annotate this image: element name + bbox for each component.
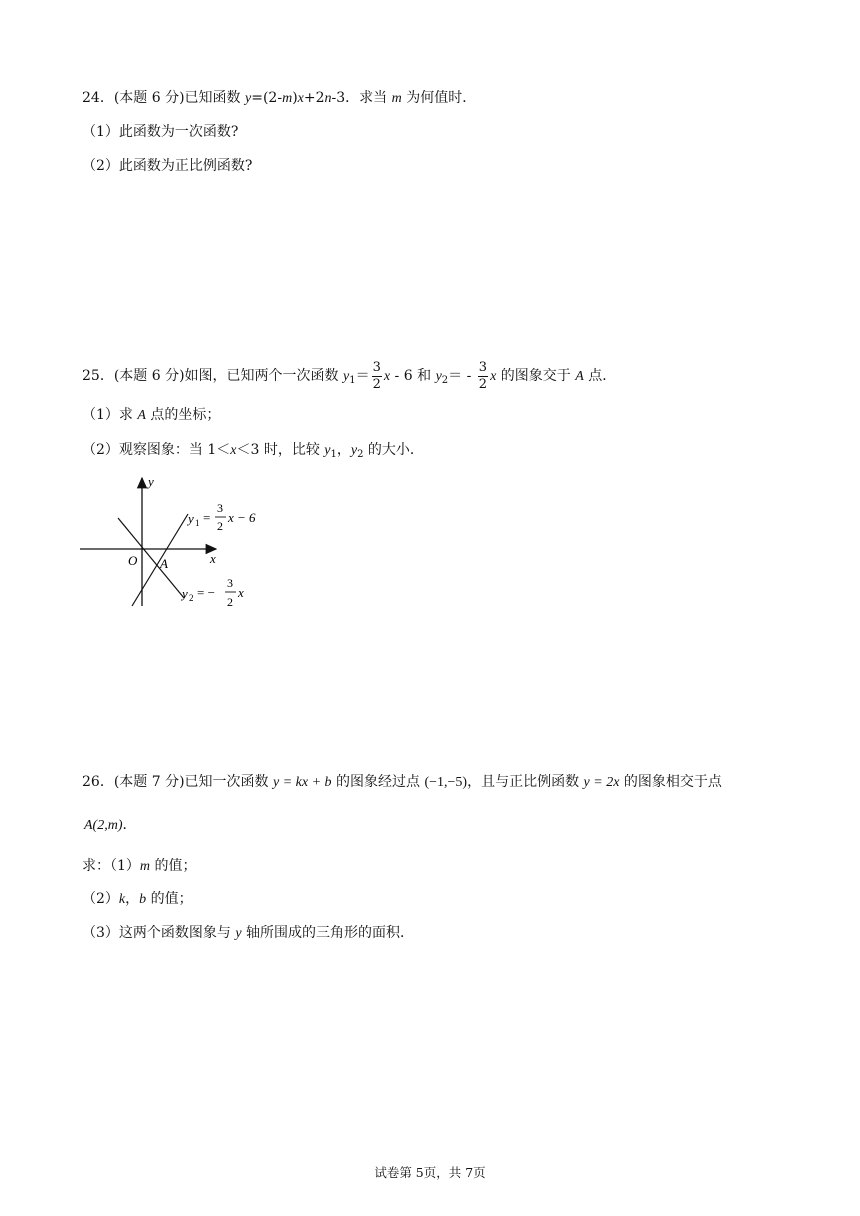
label1-y: y [188, 511, 194, 526]
q26-text-end: 的图象相交于点 [619, 774, 722, 790]
q24-var-y: y [245, 91, 252, 106]
q24-var-m: m [282, 91, 293, 106]
q25-text: (本题 6 分)如图，已知两个一次函数 [113, 368, 344, 384]
q25-sub1-post: 点的坐标； [145, 407, 221, 423]
q26-text-mid2: ，且与正比例函数 [467, 774, 584, 790]
q25-sub2-mid: ＜3 时，比较 [236, 442, 325, 458]
q25-sub2-y1: y [324, 443, 331, 458]
q26-sub3-pre: （3）这两个函数图象与 [82, 925, 236, 941]
q26-point-1: (−1,−5) [424, 775, 468, 790]
q25-text-end: 点． [583, 368, 617, 384]
page-footer: 试卷第 5页，共 7页 [374, 1165, 486, 1180]
q25-sub-1: 1 [349, 375, 356, 386]
q26-text-mid: 的图象经过点 [331, 774, 425, 790]
q25-sub1-pre: （1）求 [82, 407, 138, 423]
label2-num: 3 [227, 576, 233, 590]
q26-point-A: A(2,m) [84, 818, 123, 833]
q26-sub1-post: 的值； [150, 858, 197, 874]
q24-var-m2: m [391, 91, 402, 106]
q24-eq-d: -3．求当 [331, 90, 392, 106]
q25-minus6: - 6 和 [390, 368, 436, 384]
q26-sub1-m: m [139, 859, 151, 874]
q26-sub2-mid: ， [125, 891, 140, 907]
q25-eq1: ＝ [355, 368, 370, 384]
label2-y: y [182, 586, 188, 601]
label2-den: 2 [227, 595, 233, 609]
q25-text-mid: 的图象交于 [496, 368, 576, 384]
q24-sub2: （2）此函数为正比例函数? [82, 158, 253, 174]
q25-sub2-x: x [230, 443, 237, 458]
q24-sub1: （1）此函数为一次函数? [82, 124, 239, 140]
q25-number: 25． [82, 368, 114, 384]
q24-eq-b: ) [292, 90, 298, 106]
q25-sub2 [82, 440, 424, 461]
q25-sub1 [82, 405, 220, 426]
q25-var-y2: y [435, 369, 442, 384]
axis-y-label: y [148, 474, 154, 489]
q26-point-A-end: ． [122, 817, 137, 833]
label1-tail: x − 6 [228, 510, 256, 525]
q25-graph-figure [78, 472, 278, 620]
q26-text: (本题 7 分)已知一次函数 [113, 774, 274, 790]
q26-sub3-post: 轴所围成的三角形的面积． [241, 925, 415, 941]
point-A-label: A [160, 556, 168, 571]
q25-sub2-comma: ， [336, 442, 351, 458]
q26-prop-eq: y = 2x [583, 775, 620, 790]
q26-sub2-pre: （2） [82, 891, 119, 907]
q24-eq-c: +2 [303, 90, 325, 106]
q25-sub2-y2: y [350, 443, 358, 458]
q25-header [82, 356, 616, 397]
q24-number: 24． [82, 90, 114, 106]
label2-sub: 2 [189, 593, 194, 603]
q25-sub2-y1-sub: 1 [330, 449, 337, 460]
q26-header [82, 772, 722, 793]
q25-var-x2: x [490, 369, 497, 384]
q24-text-end: 为何值时． [401, 90, 477, 106]
q26-sub2 [82, 889, 193, 910]
q24-header [82, 88, 476, 109]
q26-sub2-post: 的值； [146, 891, 193, 907]
label2-tail: x [238, 585, 244, 600]
q24-text: (本题 6 分)已知函数 [113, 90, 246, 106]
q25-frac2-den: 2 [478, 376, 488, 392]
q25-var-x1: x [383, 369, 391, 384]
label2-eq: = − [197, 585, 215, 600]
q26-sub1-pre: 求：（1） [82, 858, 140, 874]
q25-fraction-2 [478, 360, 488, 393]
q25-sub1-A: A [137, 408, 146, 423]
axis-x-label: x [210, 551, 216, 566]
q26-sub3-y: y [235, 926, 242, 941]
q26-sub2-k: k [118, 892, 126, 907]
q26-point-line [84, 815, 137, 836]
q25-sub2-pre: （2）观察图象：当 1＜ [82, 442, 231, 458]
q26-sub2-b: b [139, 892, 147, 907]
q25-frac1-num: 3 [372, 359, 381, 375]
q24-eq-a: =(2- [251, 90, 283, 106]
q26-number: 26． [82, 774, 114, 790]
q25-sub2-post: 的大小． [363, 442, 424, 458]
q26-sub1 [82, 856, 197, 877]
q25-fraction-1 [372, 360, 382, 393]
q26-sub3 [82, 923, 414, 944]
label1-den: 2 [217, 519, 223, 533]
q25-eq2: ＝ - [448, 368, 476, 384]
q25-sub-2: 2 [441, 375, 449, 386]
q25-sub2-y2-sub: 2 [357, 449, 364, 460]
q25-frac1-den: 2 [372, 376, 381, 392]
label1-eq: = [203, 510, 211, 525]
q25-point-A: A [575, 369, 584, 384]
origin-label: O [128, 553, 138, 568]
q24-var-n: n [324, 91, 332, 106]
label1-num: 3 [217, 501, 223, 515]
q25-var-y1: y [343, 369, 350, 384]
q24-var-x: x [297, 91, 304, 106]
q25-frac2-num: 3 [478, 359, 488, 375]
label1-sub: 1 [195, 518, 200, 528]
q26-func-eq: y = kx + b [273, 775, 332, 790]
